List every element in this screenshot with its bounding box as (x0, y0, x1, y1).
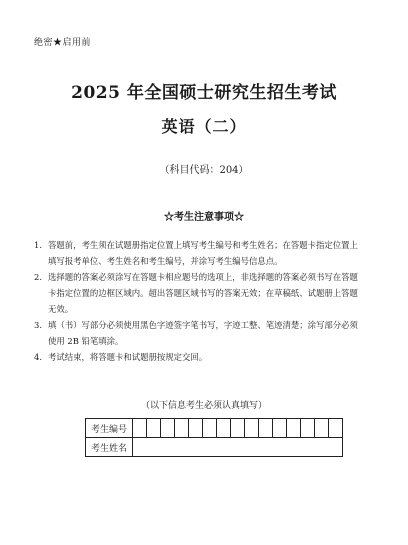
exam-number-digit-box[interactable] (259, 419, 273, 438)
notice-item-text: 填（书）写部分必须使用黑色字迹签字笔书写，字迹工整、笔迹清楚；涂写部分必须使用 2B 铅笔填涂。 (48, 320, 358, 346)
exam-number-digit-box[interactable] (203, 419, 217, 438)
notice-item (34, 349, 364, 365)
notice-item (34, 317, 364, 349)
notice-item-number: 4. (34, 352, 42, 362)
exam-number-digit-box[interactable] (301, 419, 315, 438)
notice-heading: ☆考生注意事项☆ (164, 212, 244, 223)
notice-list (34, 237, 364, 365)
name-field[interactable] (133, 438, 343, 457)
exam-number-digit-box[interactable] (231, 419, 245, 438)
notice-item-text: 选择题的答案必须涂写在答题卡相应题号的选项上，非选择题的答案必须书写在答题卡指定位置的边框区域内。超出答题区域书写的答案无效；在草稿纸、试题册上答题无效。 (48, 272, 358, 314)
exam-number-label: 考生编号 (86, 419, 133, 438)
exam-number-digit-box[interactable] (245, 419, 259, 438)
notice-item (34, 237, 364, 269)
name-row (86, 438, 343, 457)
form-instruction: （以下信息考生必须认真填写） (140, 401, 267, 411)
exam-number-digit-box[interactable] (133, 419, 147, 438)
notice-item-number: 1. (34, 240, 42, 250)
notice-item (34, 269, 364, 317)
exam-subject: 英语（二） (161, 117, 247, 136)
secret-mark: 绝密★启用前 (34, 38, 92, 48)
exam-number-digit-box[interactable] (287, 419, 301, 438)
exam-title: 2025 年全国硕士研究生招生考试 (71, 83, 337, 103)
exam-number-digit-box[interactable] (189, 419, 203, 438)
notice-item-number: 2. (34, 272, 42, 282)
notice-item-text: 考试结束，将答题卡和试题册按规定交回。 (48, 352, 208, 362)
exam-number-digit-box[interactable] (147, 419, 161, 438)
name-label: 考生姓名 (86, 438, 133, 457)
exam-number-digit-box[interactable] (273, 419, 287, 438)
exam-number-digit-box[interactable] (161, 419, 175, 438)
subject-code: （科目代码：204） (159, 165, 249, 176)
candidate-info-form (85, 418, 343, 457)
notice-item-number: 3. (34, 320, 42, 330)
exam-number-row (86, 419, 343, 438)
exam-number-digit-box[interactable] (329, 419, 343, 438)
exam-number-digit-box[interactable] (217, 419, 231, 438)
exam-number-digit-box[interactable] (175, 419, 189, 438)
notice-item-text: 答题前，考生须在试题册指定位置上填写考生编号和考生姓名；在答题卡指定位置上填写报考单位、考生姓名和考生编号，并涂写考生编号信息点。 (48, 240, 358, 266)
exam-number-digit-box[interactable] (315, 419, 329, 438)
